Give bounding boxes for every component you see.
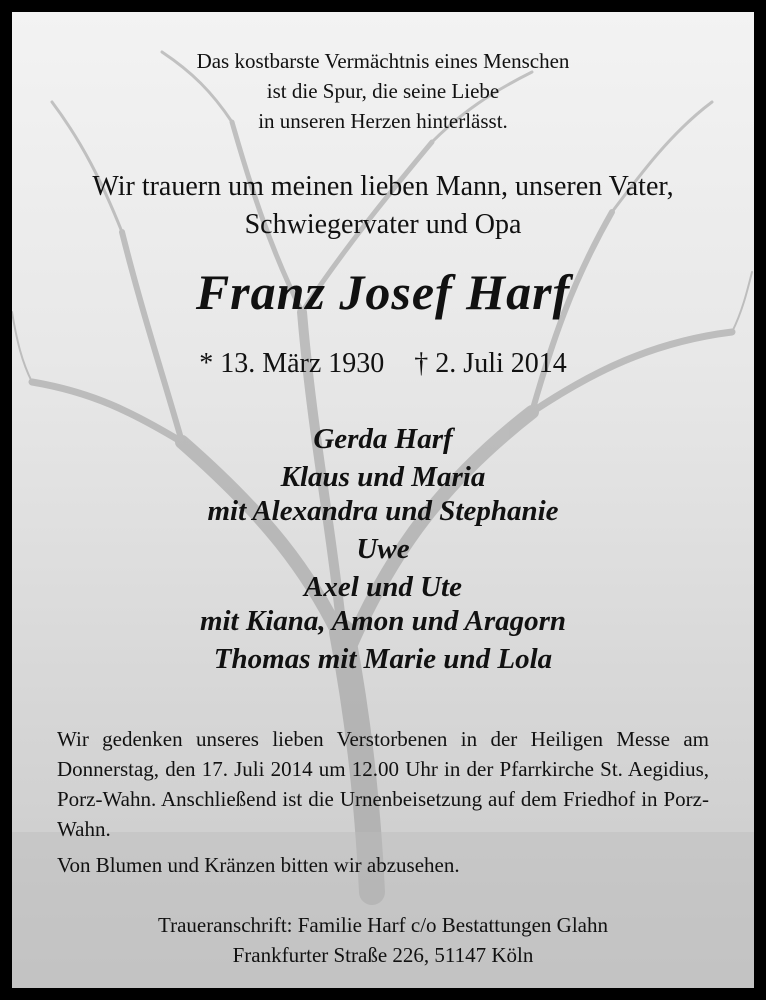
mourners-list: [12, 422, 754, 676]
mourner-line: Klaus und Maria: [280, 461, 486, 493]
mourner-line: mit Kiana, Amon und Aragorn: [199, 605, 567, 637]
death-date: † 2. Juli 2014: [414, 348, 567, 379]
intro-line: Schwiegervater und Opa: [244, 209, 522, 240]
mourning-address: [12, 910, 754, 970]
motto-line: in unseren Herzen hinterlässt.: [258, 109, 508, 133]
deceased-name: Franz Josef Harf: [195, 264, 571, 320]
mourner-line: Gerda Harf: [313, 423, 453, 455]
birth-date: * 13. März 1930: [199, 348, 385, 379]
mourner-line: Uwe: [356, 533, 410, 565]
motto-line: Das kostbarste Vermächtnis eines Menschen: [196, 49, 570, 73]
intro-line: Wir trauern um meinen lieben Mann, unseren Vater,: [92, 171, 674, 202]
mourner-line: Thomas mit Marie und Lola: [213, 643, 553, 675]
address-line: Frankfurter Straße 226, 51147 Köln: [232, 943, 534, 967]
mourner-line: mit Alexandra und Stephanie: [207, 495, 559, 527]
mourner-line: Axel und Ute: [304, 571, 462, 603]
flowers-request: Von Blumen und Kränzen bitten wir abzusehen.: [57, 853, 460, 877]
service-text: Wir gedenken unseres lieben Verstorbenen in der Heiligen Messe am Donnerstag, den 17. Juli 2014 um 12.00 Uhr in der Pfarrkirche St. Aegidius, Porz-Wahn. Anschließend ist die Urnenbeisetzung auf dem Friedhof in Porz-Wahn.: [57, 727, 709, 841]
motto-line: ist die Spur, die seine Liebe: [266, 79, 500, 103]
intro-text: [12, 168, 754, 244]
life-dates: [12, 346, 754, 382]
address-line: Traueranschrift: Familie Harf c/o Bestattungen Glahn: [157, 913, 609, 937]
service-notice: [57, 724, 709, 880]
motto-verse: [12, 46, 754, 136]
